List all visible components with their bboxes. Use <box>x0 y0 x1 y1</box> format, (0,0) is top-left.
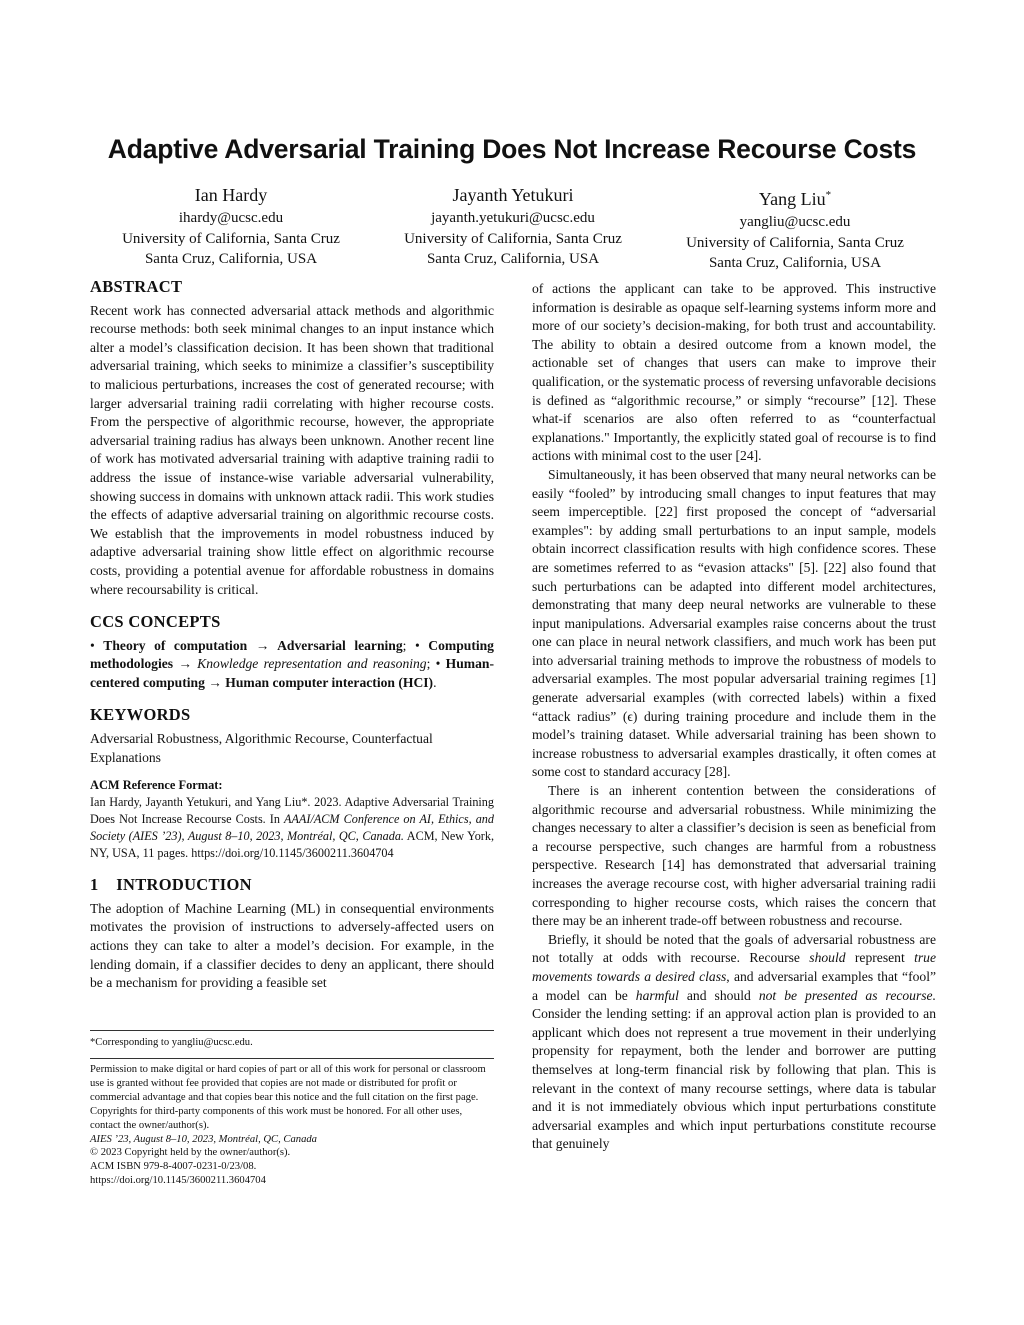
intro-paragraph-1-cont: of actions the applicant can take to be approved. This instructive information is desirable as opaque self-learning systems inform more and more of our society’s decision-making, for both trust and accountability. The ability to obtain a desired outcome from a known model, the actionable set of changes that users can make to improve their qualification, or the systematic process of reversing unfavorable decisions is defined as “algorithmic recourse,” or simply “recourse” [12]. These what-if scenarios are also often referred to as “counterfactual explanations." Importantly, the explicitly stated goal of recourse is to find actions with minimal cost to the user [24]. <box>532 281 936 464</box>
ccs-heading: CCS CONCEPTS <box>90 612 221 632</box>
author-location: Santa Cruz, California, USA <box>426 251 600 267</box>
intro-paragraph-1: The adoption of Machine Learning (ML) in consequential environments motivates the provision of instructions to adversely-affected users on actions they can take to alter a model’s decision. For example, in the lending domain, if a classifier decides to deny an applicant, there should be a mechanism for providing a feasible set <box>90 900 494 991</box>
intro-paragraph-2: Simultaneously, it has been observed that many neural networks can be easily “fooled” by introducing small changes to input features that may seem imperceptible. [22] first proposed the concept of “adversarial examples": by adding small perturbations to an input sample, models obtain incorrect classification results with high confidence scores. These are sometimes referred to as “evasion attacks" [5]. [22] also found that such perturbations can be adapted into different model architectures, demonstrating that many deep neural networks are vulnerable to these input manipulations. Adversarial examples raise concerns about the trust one can place in neural network classifiers, and much work has been put into adversarial training methods to improve the robustness of models to adversarial examples. The most popular adversarial training regimes [1] generate adversarial examples (with corrected labels) within a fixed “attack radius” (ϵ) during training procedure and include them in the model’s training dataset. While adversarial training has been shown to increase robustness to adversarial examples drastically, it often comes at some cost to standard accuracy [28]. <box>532 466 936 780</box>
corresponding-footnote: *Corresponding to yangliu@ucsc.edu. <box>90 1030 494 1050</box>
abstract-text: Recent work has connected adversarial attack methods and algorithmic recourse methods: both seek minimal changes to an input instance which alter a model’s classification decision. It has been shown that traditional adversarial training, which seeks to minimize a classifier’s susceptibility to malicious perturbations, increases the cost of generated recourse; with larger adversarial training radii correlating with higher recourse costs. From the perspective of algorithmic recourse, however, the appropriate adversarial training radius has always been unknown. Another recent line of work has motivated adversarial training with adaptive training radii to address the issue of instance-wise variable adversarial vulnerability, showing success in domains with unknown attack radii. This work studies the effects of adaptive adversarial training on algorithmic recourse costs. We establish that the improvements in model robustness induced by adaptive adversarial training show little effect on algorithmic recourse costs, providing a potential avenue for affordable robustness in domains where recoursability is critical. <box>90 302 494 597</box>
copyright-line: © 2023 Copyright held by the owner/author(s). <box>90 1147 291 1159</box>
paper-title: Adaptive Adversarial Training Does Not Increase Recourse Costs <box>107 134 917 164</box>
right-column <box>532 280 936 1154</box>
author-location: Santa Cruz, California, USA <box>708 255 882 271</box>
acm-reference-text: Ian Hardy, Jayanth Yetukuri, and Yang Liu*. 2023. Adaptive Adversarial Training Does Not Increase Recourse Costs. In AAAI/ACM Conference on AI, Ethics, and Society (AIES ’23), August 8–10, 2023, Montréal, QC, Canada. ACM, New York, NY, USA, 11 pages. https://doi.org/10.1145/3600211.3604704 <box>90 795 494 861</box>
acm-reference-heading: ACM Reference Format: <box>90 778 223 793</box>
author-name: Yang Liu <box>758 189 826 209</box>
introduction-heading: 1 INTRODUCTION <box>90 875 252 895</box>
author-location: Santa Cruz, California, USA <box>144 251 318 267</box>
corresponding-mark: * <box>825 189 832 201</box>
intro-paragraph-3: There is an inherent contention between the considerations of algorithmic recourse and adversarial robustness. While minimizing the changes necessary to alter a classifier’s decision is seen as beneficial from a recourse perspective, such changes are harmful from a robustness perspective. Research [14] has demonstrated that adversarial training increases the average recourse cost, with higher adversarial training radii corresponding to higher recourse costs, which raises the concern that there may be an inherent trade-off between robustness and recourse. <box>532 783 936 929</box>
author-name: Jayanth Yetukuri <box>452 185 574 205</box>
author-3 <box>654 182 936 274</box>
doi-link[interactable]: https://doi.org/10.1145/3600211.3604704 <box>90 1175 266 1187</box>
ccs-section <box>90 613 494 692</box>
keywords-section <box>90 706 494 767</box>
ccs-concepts: • Theory of computation → Adversarial learning; • Computing methodologies → Knowledge representation and reasoning; • Human-centered computing → Human computer interaction (HCI). <box>90 637 494 690</box>
author-block <box>90 182 936 274</box>
introduction-section <box>90 876 494 993</box>
author-email: yangliu@ucsc.edu <box>739 214 851 230</box>
acm-reference <box>90 777 494 862</box>
author-affiliation: University of California, Santa Cruz <box>404 230 622 247</box>
permission-text: Permission to make digital or hard copies of part or all of this work for personal or classroom use is granted without fee provided that copies are not made or distributed for profit or commercial advantage and that copies bear this notice and the full citation on the first page. Copyrights for third-party components of this work must be honored. For all other uses, contact the owner/author(s). <box>90 1064 486 1131</box>
abstract-heading: ABSTRACT <box>90 277 183 296</box>
author-affiliation: University of California, Santa Cruz <box>686 234 904 251</box>
permission-block <box>90 1058 494 1188</box>
author-affiliation: University of California, Santa Cruz <box>122 230 340 247</box>
keywords-text: Adversarial Robustness, Algorithmic Recourse, Counterfactual Explanations <box>90 731 433 765</box>
left-column <box>90 278 494 993</box>
author-2 <box>372 182 654 274</box>
keywords-heading: KEYWORDS <box>90 705 191 725</box>
author-name: Ian Hardy <box>194 185 268 205</box>
intro-paragraph-4: Briefly, it should be noted that the goals of adversarial robustness are not totally at odds with recourse. Recourse should represent true movements towards a desired class, and adversarial examples that “fool” a model can be harmful and should not be presented as recourse. Consider the lending setting: if an approval action plan is provided to an applicant which does not represent a true movement in their underlying propensity for repayment, both the lender and borrower are putting themselves at long-term financial risk by following that plan. This is relevant in the context of many recourse settings, where data is tabular and it is not immediately obvious which input perturbations constitute adversarial examples and which input perturbations constitute recourse that genuinely <box>532 931 936 1152</box>
author-1 <box>90 182 372 274</box>
author-email: ihardy@ucsc.edu <box>178 210 284 226</box>
author-email: jayanth.yetukuri@ucsc.edu <box>431 210 595 226</box>
venue-line: AIES ’23, August 8–10, 2023, Montréal, QC, Canada <box>90 1133 317 1145</box>
isbn-line: ACM ISBN 979-8-4007-0231-0/23/08. <box>90 1161 257 1173</box>
